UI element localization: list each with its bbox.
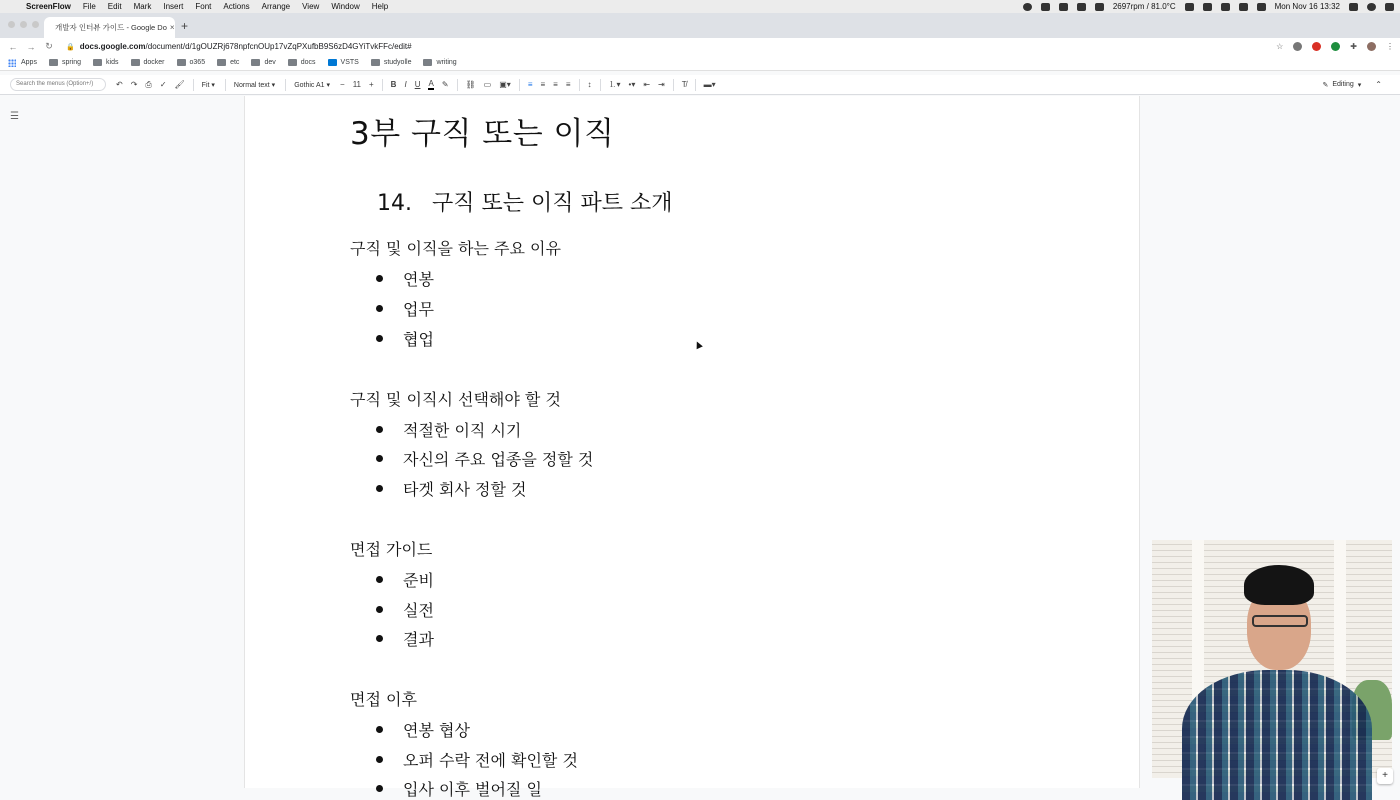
green-extension-icon[interactable] xyxy=(1331,42,1340,51)
list-item: 업무 xyxy=(376,297,434,320)
toolbar-divider xyxy=(600,79,601,91)
paint-format-icon[interactable]: 🖌 xyxy=(174,80,185,89)
italic-button[interactable]: I xyxy=(404,80,407,89)
bookmark-o365[interactable]: o365 xyxy=(177,59,206,66)
folder-icon xyxy=(49,59,58,66)
font-size-field[interactable]: 11 xyxy=(352,80,361,89)
redo-icon[interactable]: ↷ xyxy=(130,80,138,89)
volume-icon[interactable] xyxy=(1257,3,1266,11)
clear-formatting-button[interactable]: T̸ xyxy=(681,80,687,89)
section-heading: 면접 가이드 xyxy=(350,540,433,559)
section-heading: 구직 및 이직시 선택해야 할 것 xyxy=(350,390,561,409)
docs-toolbar xyxy=(0,75,1400,95)
browser-extensions xyxy=(1276,42,1394,51)
chevron-down-icon: ▾ xyxy=(1357,81,1362,89)
browser-tab[interactable] xyxy=(44,17,175,38)
folder-icon xyxy=(371,59,380,66)
folder-icon xyxy=(131,59,140,66)
align-right-icon[interactable]: ≡ xyxy=(553,80,558,89)
menu-arrange[interactable]: Arrange xyxy=(261,2,291,11)
font-size-decrease-button[interactable]: − xyxy=(340,80,345,89)
list-item: 협업 xyxy=(376,327,434,350)
folder-icon xyxy=(288,59,297,66)
editing-mode-select[interactable]: ✎ Editing ▾ xyxy=(1322,81,1362,89)
collapse-toolbar-icon[interactable]: ⌃ xyxy=(1375,80,1382,89)
numbered-list-icon[interactable]: ⒈▾ xyxy=(608,80,621,89)
line-spacing-icon[interactable]: ↕ xyxy=(587,80,592,89)
spotlight-icon[interactable] xyxy=(1349,3,1358,11)
toolbar-divider xyxy=(519,79,520,91)
control-center-icon[interactable] xyxy=(1385,3,1394,11)
presenter-hair xyxy=(1244,565,1314,605)
chapter-heading xyxy=(377,186,673,217)
menu-window[interactable]: Window xyxy=(331,2,360,11)
bookmark-spring[interactable]: spring xyxy=(49,59,81,66)
wifi-icon[interactable] xyxy=(1221,3,1230,11)
url-domain: docs.google.com xyxy=(79,42,146,51)
presenter-glasses xyxy=(1252,615,1308,627)
list-item: 연봉 협상 xyxy=(376,718,470,741)
puzzle-icon[interactable]: ✚ xyxy=(1350,42,1357,51)
screen-icon[interactable] xyxy=(1041,3,1050,11)
siri-icon[interactable] xyxy=(1367,3,1376,11)
list-item: 자신의 주요 업종을 정할 것 xyxy=(376,447,593,470)
back-icon[interactable]: ← xyxy=(8,41,18,52)
print-icon[interactable]: ⎙ xyxy=(145,79,152,89)
browser-menu-icon[interactable]: ⋮ xyxy=(1386,42,1394,51)
toolbar-divider xyxy=(225,79,226,91)
spellcheck-icon[interactable]: ✓ xyxy=(159,80,167,89)
bold-button[interactable]: B xyxy=(390,80,397,89)
mouse-cursor-icon: ▲ xyxy=(693,339,704,351)
docker-icon[interactable] xyxy=(1077,3,1086,11)
app-menu[interactable]: ScreenFlow xyxy=(26,2,71,11)
list-item: 적절한 이직 시기 xyxy=(376,418,521,441)
tab-title: 개발자 인터뷰 가이드 - Google Do xyxy=(55,23,167,32)
clock[interactable]: Mon Nov 16 13:32 xyxy=(1274,2,1340,11)
pencil-icon: ✎ xyxy=(1322,81,1329,89)
bookmark-star-icon[interactable]: ☆ xyxy=(1276,42,1284,51)
toolbar-divider xyxy=(193,79,194,91)
bookmark-docs[interactable]: docs xyxy=(288,59,316,66)
cursor-tool-icon[interactable] xyxy=(1095,3,1104,11)
opera-icon[interactable] xyxy=(1312,42,1321,51)
battery-icon[interactable] xyxy=(1203,3,1212,11)
section-heading: 구직 및 이직을 하는 주요 이유 xyxy=(350,239,561,258)
menu-mark[interactable]: Mark xyxy=(133,2,152,11)
toolbar-divider xyxy=(673,79,674,91)
menu-actions[interactable]: Actions xyxy=(223,2,250,11)
bookmark-vsts[interactable]: VSTS xyxy=(328,59,359,66)
bookmark-dev[interactable]: dev xyxy=(251,59,275,66)
text-color-button[interactable]: A xyxy=(428,79,434,88)
fan-status[interactable]: 2697rpm / 81.0°C xyxy=(1112,2,1176,11)
part-title: 3부 구직 또는 이직 xyxy=(350,116,615,152)
list-item: 준비 xyxy=(376,568,434,591)
zoom-select[interactable]: Fit ▾ xyxy=(201,81,215,89)
menu-insert[interactable]: Insert xyxy=(163,2,184,11)
highlight-icon[interactable]: ✎ xyxy=(441,80,449,89)
align-left-icon[interactable]: ≡ xyxy=(527,80,533,89)
decrease-indent-icon[interactable]: ⇤ xyxy=(643,80,651,89)
tab-strip xyxy=(0,13,1400,38)
new-tab-button[interactable]: + xyxy=(181,19,189,33)
list-item: 결과 xyxy=(376,627,434,650)
address-bar-row xyxy=(0,38,1400,55)
airplay-icon[interactable] xyxy=(1239,3,1248,11)
apps-grid-icon xyxy=(8,59,16,67)
list-item: 타겟 회사 정할 것 xyxy=(376,477,526,500)
section-heading: 면접 이후 xyxy=(350,690,417,709)
reload-icon[interactable]: ↻ xyxy=(45,41,53,51)
profile-avatar[interactable] xyxy=(1367,42,1376,51)
close-window-icon[interactable] xyxy=(8,21,15,28)
folder-icon xyxy=(251,59,260,66)
list-item: 입사 이후 벌어질 일 xyxy=(376,777,542,800)
box-icon[interactable] xyxy=(1059,3,1068,11)
comment-icon[interactable]: ▭ xyxy=(483,80,492,89)
bookmarks-bar xyxy=(0,55,1400,71)
lock-icon[interactable]: 🔒 xyxy=(66,43,75,51)
list-item: 실전 xyxy=(376,598,434,621)
status-area xyxy=(1023,2,1394,11)
font-select[interactable]: Gothic A1 ▾ xyxy=(294,81,331,89)
window-controls xyxy=(8,21,39,28)
url-field[interactable] xyxy=(66,42,1266,51)
minimize-window-icon[interactable] xyxy=(20,21,27,28)
bulleted-list-icon[interactable]: •▾ xyxy=(628,80,636,89)
menu-font[interactable]: Font xyxy=(195,2,212,11)
search-menus-input[interactable]: Search the menus (Option+/) xyxy=(10,78,106,91)
chapter-title: 구직 또는 이직 파트 소개 xyxy=(432,191,673,216)
toolbar-divider xyxy=(382,79,383,91)
folder-icon xyxy=(177,59,186,66)
link-icon[interactable]: ⛓ xyxy=(465,80,476,89)
list-item: 연봉 xyxy=(376,267,434,290)
toolbar-divider xyxy=(285,79,286,91)
bookmark-kids[interactable]: kids xyxy=(93,59,118,66)
underline-button[interactable]: U xyxy=(414,80,421,89)
webcam-overlay xyxy=(1152,540,1392,778)
menu-view[interactable]: View xyxy=(302,2,320,11)
outline-icon[interactable]: ☰ xyxy=(10,111,19,122)
bookmark-writing[interactable]: writing xyxy=(423,59,456,66)
align-center-icon[interactable]: ≡ xyxy=(540,80,546,89)
style-select[interactable]: Normal text ▾ xyxy=(233,81,276,89)
vsts-icon xyxy=(328,59,337,66)
explore-button[interactable]: + xyxy=(1377,768,1393,784)
mac-menubar xyxy=(0,0,1400,13)
list-item: 오퍼 수락 전에 확인할 것 xyxy=(376,748,578,771)
forward-icon[interactable]: → xyxy=(26,41,36,52)
menu-edit[interactable]: Edit xyxy=(107,2,122,11)
keyboard-icon[interactable] xyxy=(1185,3,1194,11)
bookmark-studyolle[interactable]: studyolle xyxy=(371,59,412,66)
font-size-increase-button[interactable]: + xyxy=(369,80,374,89)
toolbar-divider xyxy=(695,79,696,91)
toolbar-divider xyxy=(579,79,580,91)
record-icon[interactable] xyxy=(1023,3,1032,11)
folder-icon xyxy=(93,59,102,66)
document-page[interactable] xyxy=(244,96,1140,799)
menu-help[interactable]: Help xyxy=(371,2,389,11)
folder-icon xyxy=(217,59,226,66)
increase-indent-icon[interactable]: ⇥ xyxy=(658,80,665,89)
chapter-number: 14. xyxy=(377,191,412,216)
presenter-shirt xyxy=(1182,670,1372,800)
tab-close-icon[interactable]: × xyxy=(169,23,175,32)
bookmark-docker[interactable]: docker xyxy=(131,59,165,66)
input-tools-icon[interactable]: ▬▾ xyxy=(703,80,716,89)
bookmark-apps[interactable]: Apps xyxy=(8,59,37,67)
toolbar-divider xyxy=(457,79,458,91)
extension-icon[interactable] xyxy=(1293,42,1302,51)
align-justify-icon[interactable]: ≡ xyxy=(565,80,571,89)
url-path: /document/d/1gOUZRj678npfcnOUp17vZqPXufbB9S6zD4GYiTvkFFc/edit# xyxy=(145,42,412,51)
folder-icon xyxy=(423,59,432,66)
undo-icon[interactable]: ↶ xyxy=(116,80,123,89)
image-icon[interactable]: ▣▾ xyxy=(499,80,511,89)
zoom-window-icon[interactable] xyxy=(32,21,39,28)
menu-file[interactable]: File xyxy=(82,2,96,11)
bookmark-etc[interactable]: etc xyxy=(217,59,239,66)
